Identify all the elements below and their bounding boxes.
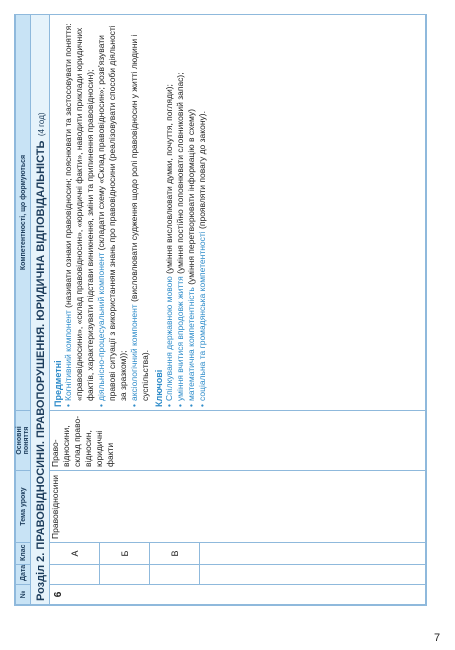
grade-empty: [200, 543, 426, 565]
header-class: Клас: [16, 543, 31, 565]
curriculum-table: [15, 14, 426, 605]
subject-text: (називати ознаки правовідносин; пояснювати та застосовувати поняття: «правовідносини», «склад правовідносин», «юридичні факти», наводити приклади юридичних фактів, характеризувати підстави виникнення, зміни та припинення правовідносин);: [63, 23, 95, 401]
section-title-cell: [31, 15, 50, 605]
header-competencies: Компетентності, що формуються: [16, 15, 31, 411]
subject-item: [63, 18, 96, 401]
grade-c: В: [150, 543, 200, 565]
subject-text: (висловлювати судження щодо ролі правовідносин у житті людини і суспільства).: [129, 34, 150, 401]
subject-term: аксіологічний компонент: [129, 304, 139, 401]
date-cell-c: [150, 565, 200, 585]
rotated-table-wrapper: [15, 15, 426, 605]
date-cell-empty: [200, 565, 426, 585]
key-term: Спілкування державною мовою: [164, 276, 174, 401]
subject-text: (складати схему «Склад правовідносин»; розв'язувати правові ситуації з використанням знань про правовідносини (реалізовувати способи діяльності за зразком));: [96, 25, 128, 401]
key-text: (проявляти повагу до закону).: [197, 111, 207, 232]
lesson-concepts: Право-відносини, склад право-відносин, юридичні факти: [50, 411, 426, 471]
header-concepts: Основні поняття: [16, 411, 31, 471]
key-item: [186, 18, 197, 401]
key-term: уміння вчитися впродовж життя: [175, 276, 185, 401]
date-cell-a: [50, 565, 100, 585]
key-term: математична компетентність: [186, 287, 196, 401]
grade-b: Б: [100, 543, 150, 565]
header-no: №: [16, 585, 31, 605]
key-text: (уміння висловлювати думки, почуття, погляди);: [164, 84, 174, 277]
section-title: Розділ 2. ПРАВОВІДНОСИНИ. ПРАВОПОРУШЕННЯ. ЮРИДИЧНА ВІДПОВІДАЛЬНІСТЬ: [35, 140, 47, 601]
page-number: 7: [434, 632, 441, 644]
key-heading: Ключові: [154, 369, 164, 407]
grade-a: А: [50, 543, 100, 565]
subject-item: [96, 18, 129, 401]
subject-term: діяльнісно-процесуальний компонент: [96, 252, 106, 401]
header-topic: Тема уроку: [16, 471, 31, 543]
lesson-number: 6: [50, 585, 426, 605]
date-cell-b: [100, 565, 150, 585]
key-item: [197, 18, 208, 401]
competencies-cell: [50, 15, 426, 411]
subject-item: [129, 18, 151, 401]
subject-term: Когнітивний компонент: [63, 310, 73, 401]
lesson-topic: Правовідносини: [50, 471, 426, 543]
lesson-row-a: [50, 15, 100, 605]
key-term: соціальна та громадянська компетентності: [197, 231, 207, 401]
key-item: [164, 18, 175, 401]
key-list: [164, 18, 208, 407]
header-date: Дата: [16, 565, 31, 585]
section-row: [31, 15, 50, 605]
header-row: [16, 15, 31, 605]
key-text: (уміння перетворювати інформацію в схему): [186, 108, 196, 288]
page-frame: [14, 14, 427, 606]
section-hours: (4 год): [37, 112, 46, 137]
subject-heading: Предметні: [53, 360, 63, 407]
key-text: (уміння постійно поповнювати словниковий запас);: [175, 72, 185, 277]
subject-list: [63, 18, 151, 407]
key-item: [175, 18, 186, 401]
